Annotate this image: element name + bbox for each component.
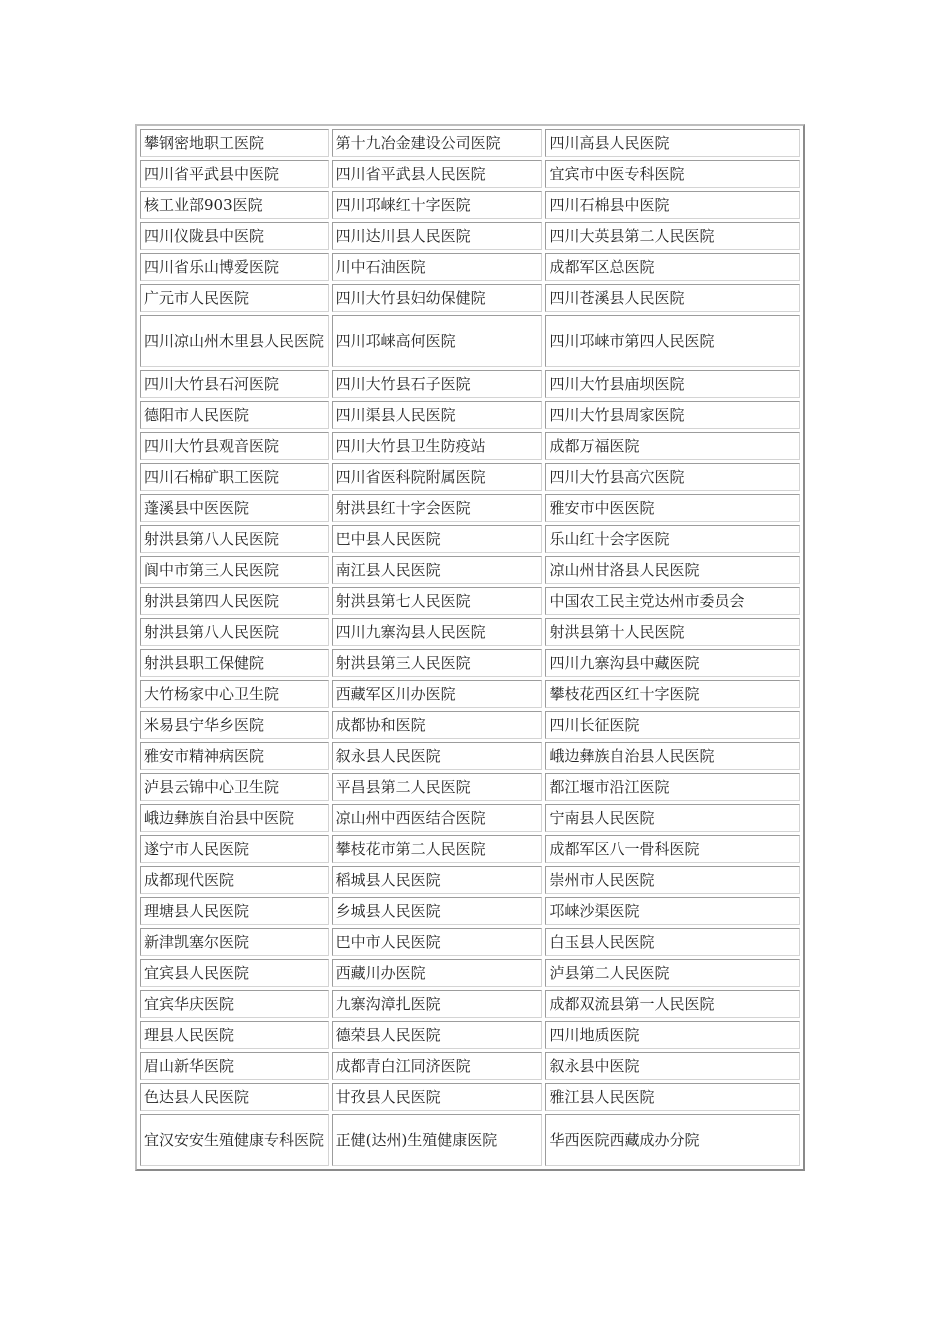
- table-cell: 雅江县人民医院: [545, 1083, 800, 1111]
- table-row: [140, 773, 800, 801]
- table-row: [140, 587, 800, 615]
- table-cell: 成都军区八一骨科医院: [545, 835, 800, 863]
- table-cell: 攀枝花西区红十字医院: [545, 680, 800, 708]
- table-cell: 叙永县中医院: [545, 1052, 800, 1080]
- table-row: [140, 129, 800, 157]
- table-row: [140, 618, 800, 646]
- table-row: [140, 804, 800, 832]
- table-cell: 四川大竹县石子医院: [332, 370, 543, 398]
- table-cell: 眉山新华医院: [140, 1052, 329, 1080]
- table-row: [140, 680, 800, 708]
- table-cell: 理县人民医院: [140, 1021, 329, 1049]
- table-row: [140, 253, 800, 281]
- table-cell: 四川达川县人民医院: [332, 222, 543, 250]
- table-cell: 攀钢密地职工医院: [140, 129, 329, 157]
- table-cell: 四川省乐山博爱医院: [140, 253, 329, 281]
- table-cell: 白玉县人民医院: [545, 928, 800, 956]
- table-row: [140, 284, 800, 312]
- table-row: [140, 432, 800, 460]
- hospital-list-table: [135, 124, 805, 1171]
- table-cell: 平昌县第二人民医院: [332, 773, 543, 801]
- table-row: [140, 711, 800, 739]
- table-row: [140, 315, 800, 367]
- table-cell: 四川邛崃高何医院: [332, 315, 543, 367]
- table-cell: 宜汉安安生殖健康专科医院: [140, 1114, 329, 1166]
- table-cell: 成都军区总医院: [545, 253, 800, 281]
- table-cell: 四川地质医院: [545, 1021, 800, 1049]
- table-cell: 成都万福医院: [545, 432, 800, 460]
- table-row: [140, 401, 800, 429]
- table-row: [140, 990, 800, 1018]
- table-cell: 四川仪陇县中医院: [140, 222, 329, 250]
- table-cell: 崇州市人民医院: [545, 866, 800, 894]
- table-row: [140, 928, 800, 956]
- table-cell: 射洪县红十字会医院: [332, 494, 543, 522]
- table-cell: 雅安市中医医院: [545, 494, 800, 522]
- table-row: [140, 742, 800, 770]
- table-cell: 峨边彝族自治县人民医院: [545, 742, 800, 770]
- table-cell: 宜宾华庆医院: [140, 990, 329, 1018]
- table-cell: 射洪县第三人民医院: [332, 649, 543, 677]
- table-cell: 中国农工民主党达州市委员会: [545, 587, 800, 615]
- table-row: [140, 1114, 800, 1166]
- table-cell: 成都双流县第一人民医院: [545, 990, 800, 1018]
- table-cell: 射洪县第十人民医院: [545, 618, 800, 646]
- table-cell: 乐山红十会字医院: [545, 525, 800, 553]
- table-cell: 四川大竹县庙坝医院: [545, 370, 800, 398]
- table-cell: 四川大竹县石河医院: [140, 370, 329, 398]
- table-cell: 核工业部903医院: [140, 191, 329, 219]
- table-cell: 四川大英县第二人民医院: [545, 222, 800, 250]
- table-cell: 米易县宁华乡医院: [140, 711, 329, 739]
- table-cell: 四川大竹县卫生防疫站: [332, 432, 543, 460]
- table-cell: 大竹杨家中心卫生院: [140, 680, 329, 708]
- table-cell: 广元市人民医院: [140, 284, 329, 312]
- table-cell: 四川大竹县高穴医院: [545, 463, 800, 491]
- table-row: [140, 463, 800, 491]
- table-row: [140, 866, 800, 894]
- table-cell: 四川长征医院: [545, 711, 800, 739]
- table-cell: 宁南县人民医院: [545, 804, 800, 832]
- table-cell: 射洪县第四人民医院: [140, 587, 329, 615]
- table-cell: 四川渠县人民医院: [332, 401, 543, 429]
- table-cell: 雅安市精神病医院: [140, 742, 329, 770]
- table-row: [140, 370, 800, 398]
- table-cell: 德阳市人民医院: [140, 401, 329, 429]
- table-row: [140, 191, 800, 219]
- table-cell: 四川九寨沟县人民医院: [332, 618, 543, 646]
- table-cell: 成都协和医院: [332, 711, 543, 739]
- table-row: [140, 160, 800, 188]
- table-cell: 四川省平武县中医院: [140, 160, 329, 188]
- table-cell: 成都现代医院: [140, 866, 329, 894]
- table-cell: 四川苍溪县人民医院: [545, 284, 800, 312]
- table-cell: 西藏军区川办医院: [332, 680, 543, 708]
- table-cell: 稻城县人民医院: [332, 866, 543, 894]
- table-cell: 四川大竹县妇幼保健院: [332, 284, 543, 312]
- table-cell: 攀枝花市第二人民医院: [332, 835, 543, 863]
- table-cell: 西藏川办医院: [332, 959, 543, 987]
- table-cell: 新津凯塞尔医院: [140, 928, 329, 956]
- table-cell: 四川邛崃市第四人民医院: [545, 315, 800, 367]
- table-cell: 泸县云锦中心卫生院: [140, 773, 329, 801]
- table-cell: 四川大竹县观音医院: [140, 432, 329, 460]
- table-cell: 遂宁市人民医院: [140, 835, 329, 863]
- table-cell: 巴中县人民医院: [332, 525, 543, 553]
- table-cell: 宜宾县人民医院: [140, 959, 329, 987]
- table-cell: 川中石油医院: [332, 253, 543, 281]
- table-row: [140, 556, 800, 584]
- table-cell: 第十九冶金建设公司医院: [332, 129, 543, 157]
- table-cell: 四川高县人民医院: [545, 129, 800, 157]
- table-cell: 德荣县人民医院: [332, 1021, 543, 1049]
- table-cell: 射洪县第七人民医院: [332, 587, 543, 615]
- table-row: [140, 959, 800, 987]
- table-cell: 甘孜县人民医院: [332, 1083, 543, 1111]
- table-row: [140, 1052, 800, 1080]
- table-cell: 四川省医科院附属医院: [332, 463, 543, 491]
- table-row: [140, 525, 800, 553]
- table-cell: 四川石棉矿职工医院: [140, 463, 329, 491]
- table-cell: 凉山州甘洛县人民医院: [545, 556, 800, 584]
- table-cell: 射洪县第八人民医院: [140, 618, 329, 646]
- table-cell: 宜宾市中医专科医院: [545, 160, 800, 188]
- table-cell: 南江县人民医院: [332, 556, 543, 584]
- table-cell: 泸县第二人民医院: [545, 959, 800, 987]
- table-cell: 凉山州中西医结合医院: [332, 804, 543, 832]
- table-cell: 峨边彝族自治县中医院: [140, 804, 329, 832]
- table-cell: 九寨沟漳扎医院: [332, 990, 543, 1018]
- table-cell: 四川省平武县人民医院: [332, 160, 543, 188]
- table-cell: 都江堰市沿江医院: [545, 773, 800, 801]
- table-cell: 蓬溪县中医医院: [140, 494, 329, 522]
- table-cell: 四川大竹县周家医院: [545, 401, 800, 429]
- table-cell: 成都青白江同济医院: [332, 1052, 543, 1080]
- table-cell: 华西医院西藏成办分院: [545, 1114, 800, 1166]
- hospital-table-body: [140, 129, 800, 1166]
- table-row: [140, 897, 800, 925]
- table-row: [140, 835, 800, 863]
- table-row: [140, 494, 800, 522]
- table-cell: 四川邛崃红十字医院: [332, 191, 543, 219]
- table-cell: 乡城县人民医院: [332, 897, 543, 925]
- table-cell: 四川凉山州木里县人民医院: [140, 315, 329, 367]
- table-cell: 叙永县人民医院: [332, 742, 543, 770]
- table-cell: 色达县人民医院: [140, 1083, 329, 1111]
- table-cell: 射洪县第八人民医院: [140, 525, 329, 553]
- table-row: [140, 1083, 800, 1111]
- table-cell: 巴中市人民医院: [332, 928, 543, 956]
- table-row: [140, 649, 800, 677]
- table-cell: 正健(达州)生殖健康医院: [332, 1114, 543, 1166]
- table-cell: 四川石棉县中医院: [545, 191, 800, 219]
- table-cell: 四川九寨沟县中藏医院: [545, 649, 800, 677]
- table-row: [140, 222, 800, 250]
- table-row: [140, 1021, 800, 1049]
- table-cell: 射洪县职工保健院: [140, 649, 329, 677]
- table-cell: 阆中市第三人民医院: [140, 556, 329, 584]
- table-cell: 邛崃沙渠医院: [545, 897, 800, 925]
- table-cell: 理塘县人民医院: [140, 897, 329, 925]
